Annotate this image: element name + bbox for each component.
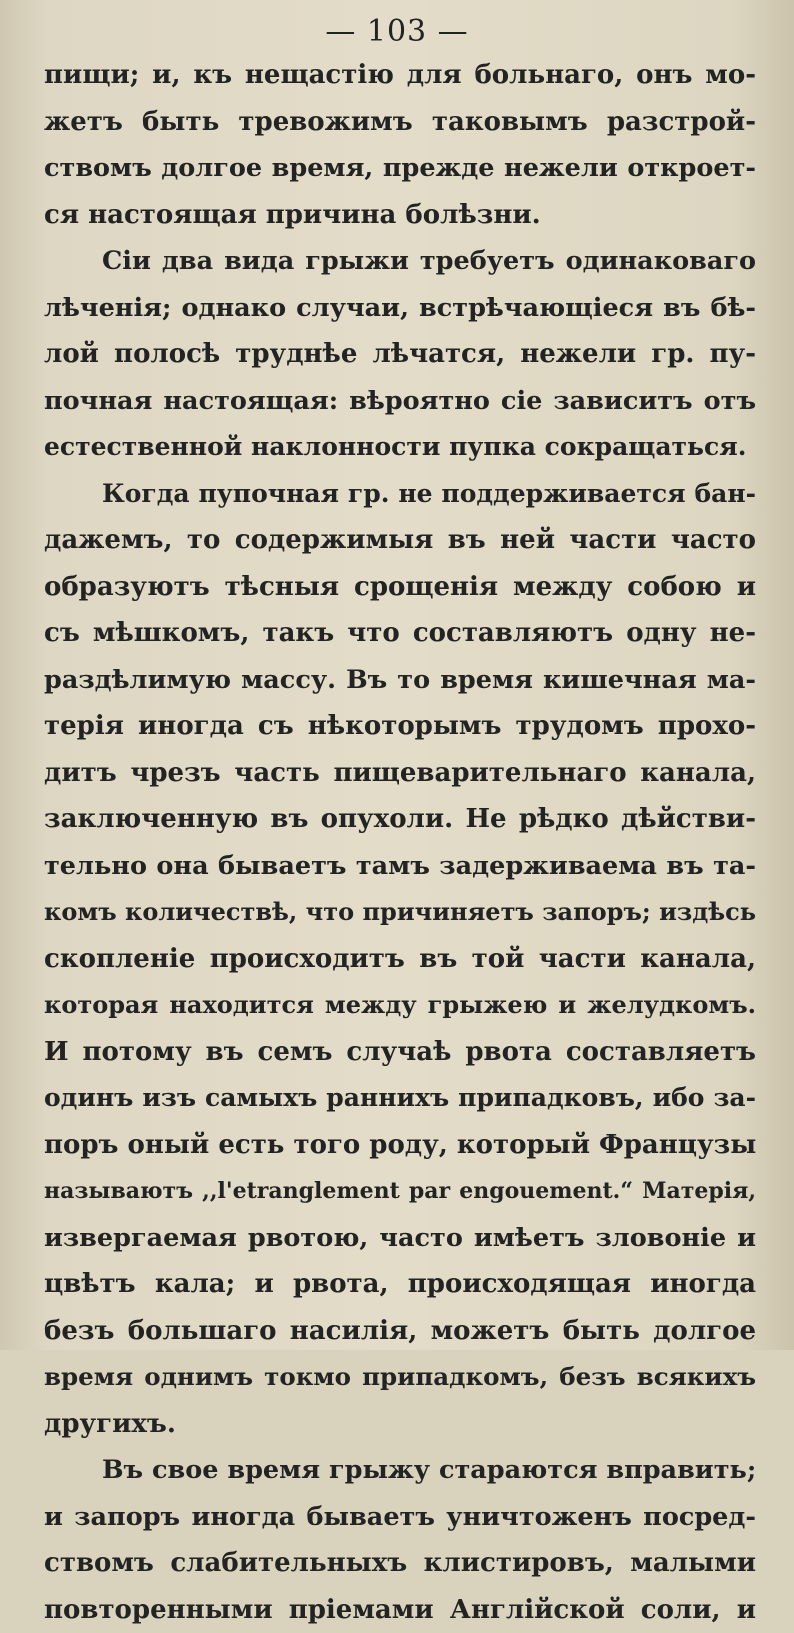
text-line: цвѣтъ кала; и рвота, происходящая иногда [44, 1261, 756, 1308]
text-line: дитъ чрезъ часть пищеварительнаго канала, [44, 750, 756, 797]
text-line: терія иногда съ нѣкоторымъ трудомъ прохо- [44, 703, 756, 750]
text-line: съ мѣшкомъ, такъ что составляютъ одну не- [44, 610, 756, 657]
text-line: которая находится между грыжею и желудкомъ. [44, 982, 756, 1029]
text-line: называютъ ,,l'etranglement par engouement.“ Матерія, [44, 1168, 756, 1215]
text-line: Въ свое время грыжу стараются вправить; [44, 1447, 756, 1494]
text-line: поръ оный есть того роду, который Французы [44, 1122, 756, 1169]
text-line: Когда пупочная гр. не поддерживается бан- [44, 471, 756, 518]
text-line: ствомъ слабительныхъ клистировъ, малыми [44, 1540, 756, 1587]
text-line: лѣченія; однако случаи, встрѣчающіеся въ бѣ- [44, 285, 756, 332]
text-line: тельно она бываетъ тамъ задерживаема въ та- [44, 843, 756, 890]
text-line: скопленіе происходитъ въ той части канала, [44, 936, 756, 983]
text-line: комъ количествѣ, что причиняетъ запоръ; издѣсь [44, 889, 756, 936]
text-line: ствомъ долгое время, прежде нежели откроет- [44, 145, 756, 192]
text-line: пищи; и, къ нещастію для больнаго, онъ мо- [44, 52, 756, 99]
text-line: жетъ быть тревожимъ таковымъ разстрой- [44, 99, 756, 146]
text-line: другихъ. [44, 1401, 756, 1448]
text-line: повторенными пріемами Англійской соли, и [44, 1587, 756, 1633]
text-line: Сіи два вида грыжи требуетъ одинаковаго [44, 238, 756, 285]
text-line: время однимъ токмо припадкомъ, безъ всякихъ [44, 1354, 756, 1401]
page-number: — 103 — [0, 14, 794, 50]
text-line: почная настоящая: вѣроятно сіе зависитъ отъ [44, 378, 756, 425]
text-line: заключенную въ опухоли. Не рѣдко дѣйстви- [44, 796, 756, 843]
text-line: дажемъ, то содержимыя въ ней части часто [44, 517, 756, 564]
text-line: безъ большаго насилія, можетъ быть долгое [44, 1308, 756, 1355]
text-line: естественной наклонности пупка сокращаться. [44, 424, 756, 471]
text-line: образуютъ тѣсныя срощенія между собою и [44, 564, 756, 611]
text-line: ся настоящая причина болѣзни. [44, 192, 756, 239]
text-line: раздѣлимую массу. Въ то время кишечная ма- [44, 657, 756, 704]
text-line: И потому въ семъ случаѣ рвота составляетъ [44, 1029, 756, 1076]
text-line: одинъ изъ самыхъ раннихъ припадковъ, ибо за- [44, 1075, 756, 1122]
text-line: лой полосѣ труднѣе лѣчатся, нежели гр. пу- [44, 331, 756, 378]
text-line: и запоръ иногда бываетъ уничтоженъ посред- [44, 1494, 756, 1541]
text-line: извергаемая рвотою, часто имѣетъ зловоніе и [44, 1215, 756, 1262]
body-text [44, 52, 756, 1633]
